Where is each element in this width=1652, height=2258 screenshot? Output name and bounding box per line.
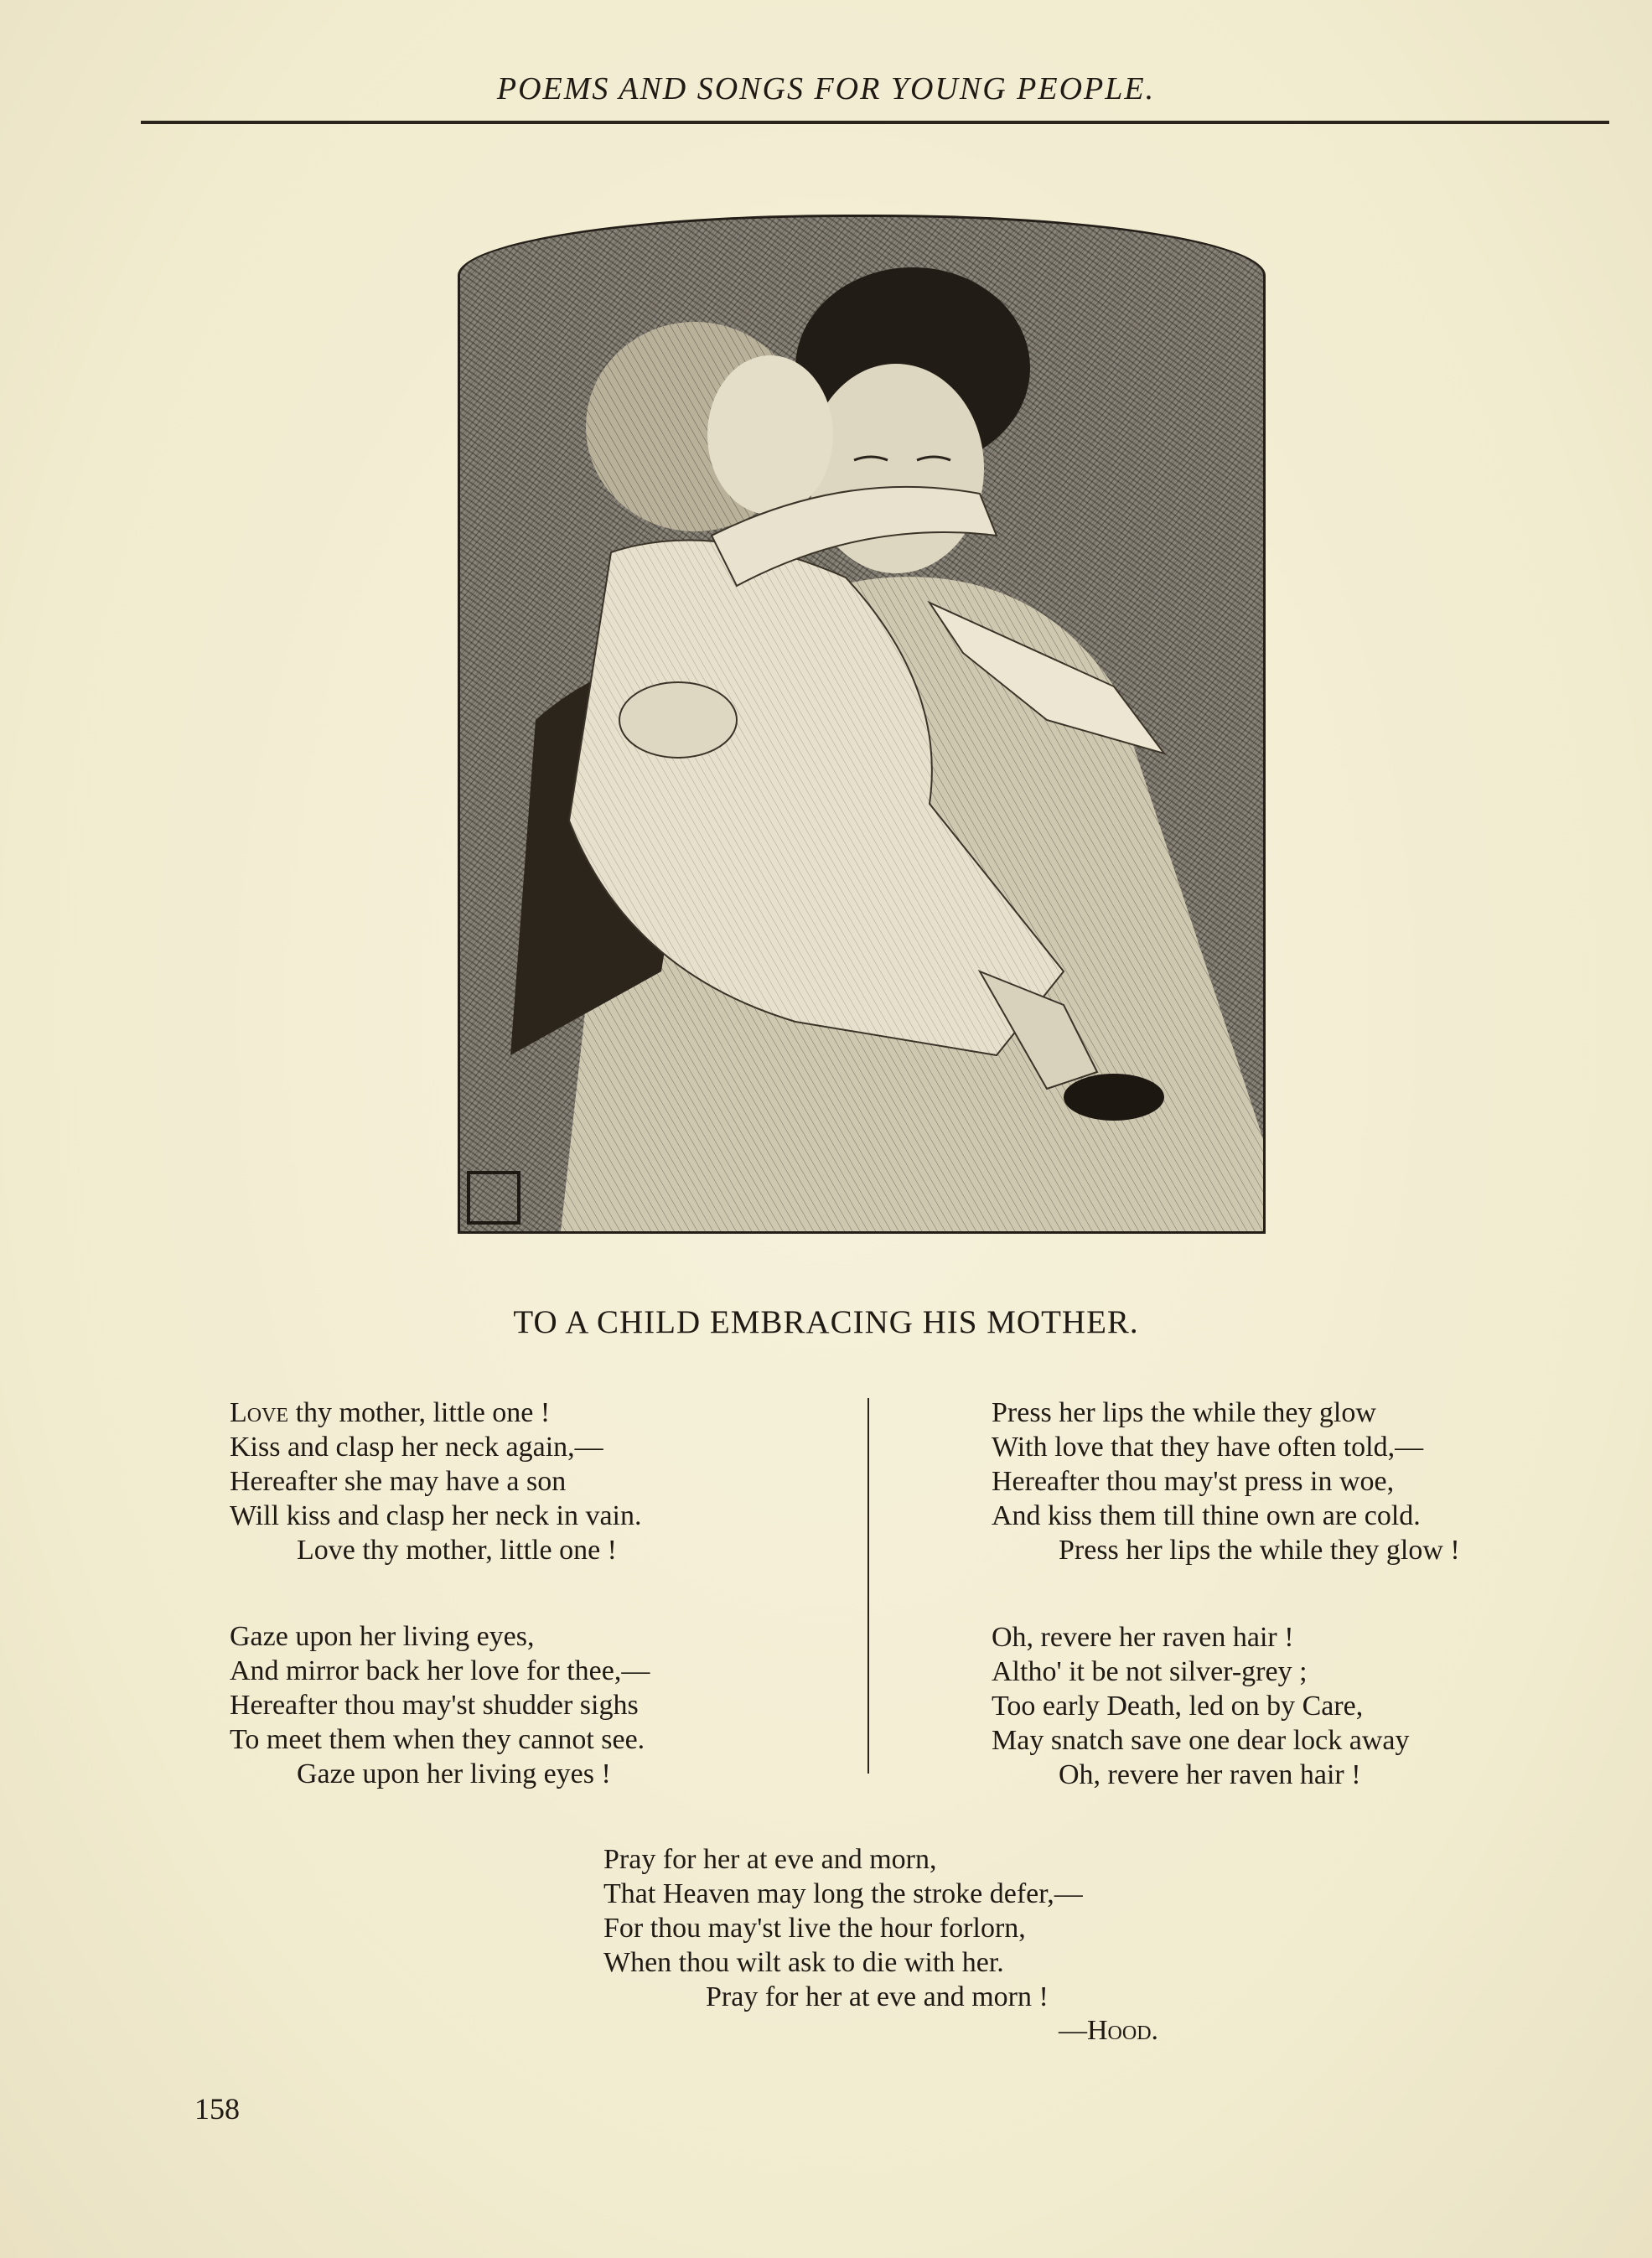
poem-line: Hereafter thou may'st shudder sighs: [230, 1690, 639, 1721]
page-number: 158: [194, 2092, 240, 2126]
running-head: POEMS AND SONGS FOR YOUNG PEOPLE.: [496, 71, 1156, 106]
poem-line: [230, 1396, 642, 1430]
poem-refrain: Gaze upon her living eyes !: [297, 1758, 611, 1789]
poem-refrain: Pray for her at eve and morn !: [706, 1981, 1049, 2012]
mother-child-engraving-icon: [460, 217, 1263, 1231]
poem-line: Oh, revere her raven hair !: [992, 1622, 1294, 1653]
stanza-5: [603, 1842, 1083, 2014]
poem-line: Too early Death, led on by Care,: [992, 1691, 1364, 1722]
stanza-3: [992, 1396, 1460, 1567]
poem-line: With love that they have often told,—: [992, 1432, 1424, 1463]
poem-line: Press her lips the while they glow: [992, 1397, 1376, 1428]
poem-line: Hereafter she may have a son: [230, 1466, 567, 1497]
poem-line: For thou may'st live the hour forlorn,: [603, 1913, 1026, 1944]
poem-line: Kiss and clasp her neck again,—: [230, 1432, 603, 1463]
poem-line: Altho' it be not silver-grey ;: [992, 1656, 1308, 1687]
stanza-2: [230, 1619, 650, 1791]
poem-line: Hereafter thou may'st press in woe,: [992, 1466, 1395, 1497]
poem-line: Pray for her at eve and morn,: [603, 1844, 937, 1875]
poem-line: That Heaven may long the stroke defer,—: [603, 1878, 1083, 1909]
poem-line: Gaze upon her living eyes,: [230, 1621, 535, 1652]
poem-line: And kiss them till thine own are cold.: [992, 1500, 1421, 1531]
poem-line: When thou wilt ask to die with her.: [603, 1947, 1004, 1978]
header-rule: [141, 121, 1609, 124]
poem-line: Will kiss and clasp her neck in vain.: [230, 1500, 642, 1531]
poem-attribution: —Hood.: [1059, 2015, 1159, 2046]
poem-refrain: Press her lips the while they glow !: [1059, 1535, 1460, 1566]
column-divider: [867, 1398, 869, 1774]
stanza-4: [992, 1620, 1409, 1792]
poem-refrain: Oh, revere her raven hair !: [1059, 1759, 1361, 1790]
poem-line: May snatch save one dear lock away: [992, 1725, 1410, 1756]
poem-line: And mirror back her love for thee,—: [230, 1655, 650, 1686]
poem-line: To meet them when they cannot see.: [230, 1724, 645, 1755]
stanza-1: [230, 1396, 642, 1567]
poem-title: TO A CHILD EMBRACING HIS MOTHER.: [513, 1304, 1139, 1340]
engraving-illustration: [458, 215, 1266, 1234]
poem-refrain: Love thy mother, little one !: [297, 1535, 617, 1566]
first-word: Love: [230, 1397, 289, 1428]
poem-line-text: thy mother, little one !: [288, 1397, 551, 1428]
